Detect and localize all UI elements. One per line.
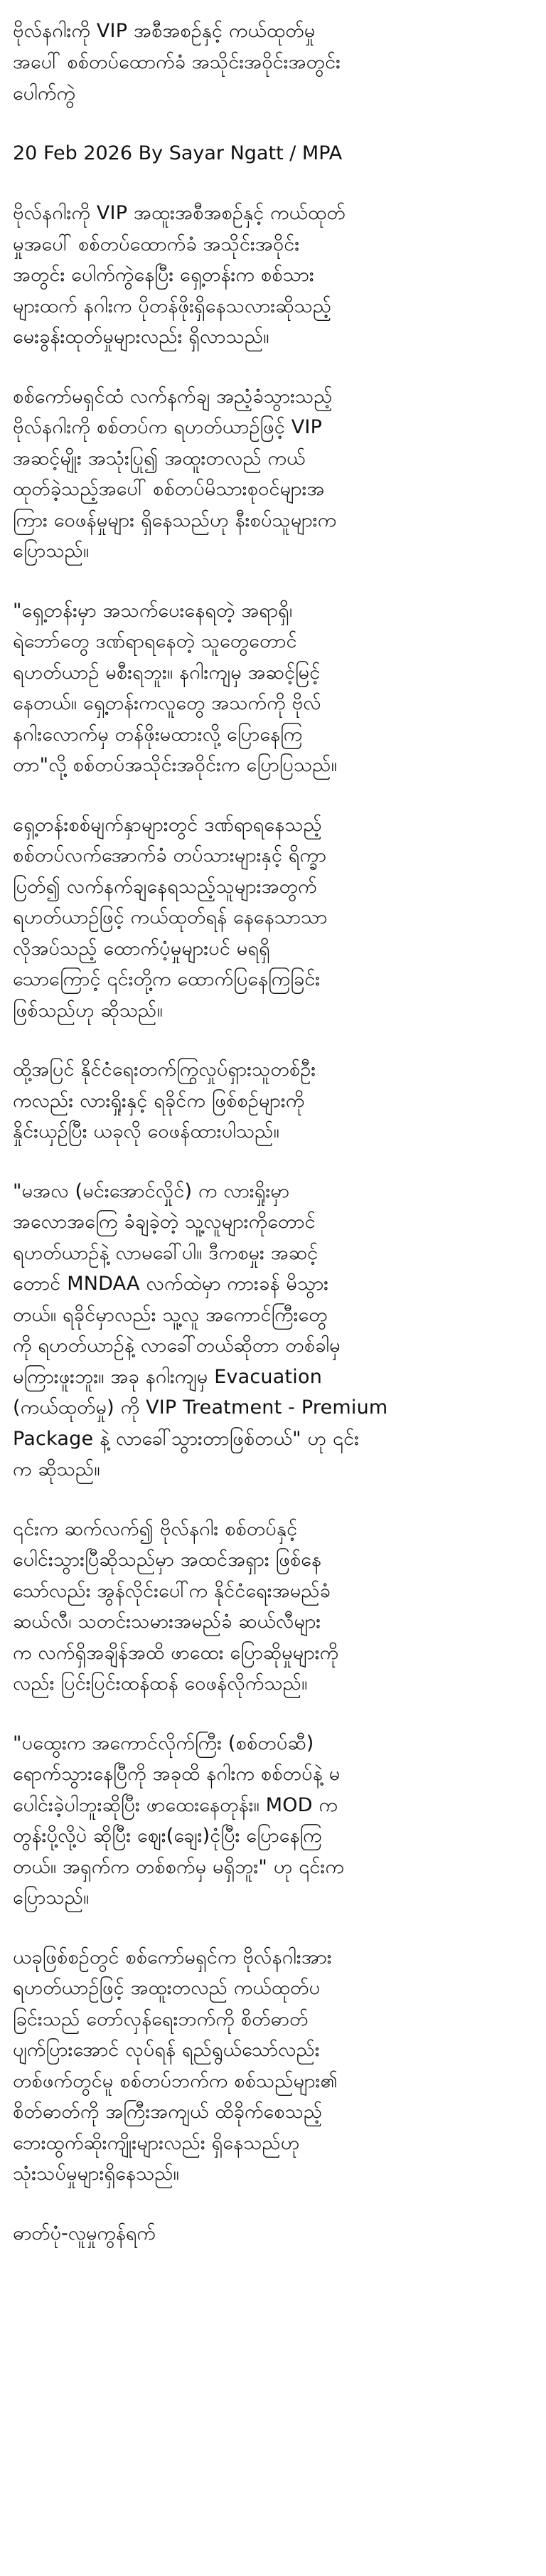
paragraph-1 (13, 198, 533, 353)
paragraph-line: များထက် နဂါးက ပိုတန်ဖိုးရှိနေသလားဆိုသည့် (13, 295, 332, 317)
paragraph-line: ပျက်ပြားအောင် လုပ်ရန် ရည်ရွယ်သော်လည်း (13, 2039, 320, 2061)
article-byline: 20 Feb 2026 By Sayar Ngatt / MPA (13, 142, 343, 164)
paragraph-2 (13, 381, 533, 567)
paragraph-line: လည်း ပြင်းပြင်းထန်ထန် ဝေဖန်လိုက်သည်။ (13, 1673, 308, 1695)
paragraph-line: "မအလ (မင်းအောင်လှိုင်) က လားရှိုးမှာ (13, 1180, 290, 1202)
paragraph-line: ရဟတ်ယာဉ် မစီးရဘူး။ နဂါးကျမှ အဆင့်မြင့် (13, 661, 321, 684)
paragraph-line: နှိုင်းယှဉ်ပြီး ယခုလို ဝေဖန်ထားပါသည်။ (13, 1120, 279, 1143)
paragraph-line: ကို ရဟတ်ယာဉ်နဲ့ လာခေါ်တယ်ဆိုတာ တစ်ခါမှ (13, 1335, 341, 1357)
article-title (13, 16, 533, 110)
paragraph-line: ပြတ်၍ လက်နက်ချနေရသည့်သူများအတွက် (13, 875, 317, 898)
paragraph-line: ပြောသည်။ (13, 540, 90, 562)
paragraph-line: ရဟတ်ယာဉ်ဖြင့် ကယ်ထုတ်ရန် နေနေသာသာ (13, 906, 328, 928)
paragraph-line: နေတယ်။ ရှေ့တန်းကလူတွေ အသက်ကို ဗိုလ် (13, 692, 321, 714)
paragraph-line: တောင် MNDAA လက်ထဲမှာ ကားခန် မိသွား (13, 1273, 329, 1295)
paragraph-line: သောကြောင့် ၎င်းတို့က ထောက်ပြနေကြခြင်း (13, 968, 321, 990)
paragraph-line: က ဆိုသည်။ (13, 1458, 100, 1480)
paragraph-line: ရှေ့တန်းစစ်မျက်နှာများတွင် ဒဏ်ရာရနေသည့် (13, 813, 322, 836)
paragraph-line: ၎င်းက ဆက်လက်၍ ဗိုလ်နဂါး စစ်တပ်နှင့် (13, 1517, 298, 1540)
title-line: ဗိုလ်နဂါးကို VIP အစီအစဉ်နှင့် ကယ်ထုတ်မှု (13, 20, 316, 42)
paragraph-line: ဗိုလ်နဂါးကို VIP အထူးအစီအစဉ်နှင့် ကယ်ထုတ် (13, 202, 346, 224)
paragraph-line: နဂါးလောက်မှ တန်ဖိုးမထားလို့ ပြောနေကြ (13, 723, 303, 746)
paragraph-line: ပေါင်းခဲ့ပါဘူးဆိုပြီး ဖာထေးနေတုန်း။ MOD က (13, 1793, 338, 1816)
paragraph-line: တာ"လို့ စစ်တပ်အသိုင်းအဝိုင်းက ပြောပြသည်။ (13, 754, 338, 776)
paragraph-line: ရဟတ်ယာဉ်ဖြင့် အထူးတလည် ကယ်ထုတ်ပ (13, 1977, 321, 1999)
paragraph-line: ဗိုလ်နဂါးကို စစ်တပ်က ရဟတ်ယာဉ်ဖြင့် VIP (13, 416, 323, 438)
paragraph-line: သော်လည်း အွန်လိုင်းပေါ်က နိုင်ငံရေးအမည်ခံ (13, 1579, 331, 1602)
paragraph-line: အလောအကြေ ခံချခဲ့တဲ့ သူ့လူများကိုတောင် (13, 1211, 316, 1233)
paragraph-line: အဆင့်မျိုး အသုံးပြု၍ အထူးတလည် ကယ် (13, 447, 306, 470)
paragraph-8 (13, 1728, 533, 1914)
paragraph-line: ဘေးထွက်ဆိုးကျိုးများလည်း ရှိနေသည်ဟု (13, 2131, 300, 2154)
title-line: အပေါ် စစ်တပ်ထောက်ခံ အသိုင်းအဝိုင်းအတွင်း (13, 51, 341, 73)
paragraph-line: တစ်ဖက်တွင်မူ စစ်တပ်ဘက်က စစ်သည်များ၏ (13, 2069, 338, 2092)
paragraph-line: စစ်တပ်လက်အောက်ခံ တပ်သားများနှင့် ရိက္ခာ (13, 844, 327, 866)
paragraph-line: အတွင်း ပေါက်ကွဲနေပြီး ရှေ့တန်းက စစ်သား (13, 264, 314, 286)
paragraph-line: တယ်။ ရခိုင်မှာလည်း သူ့လူ အကောင်ကြီးတွေ (13, 1303, 328, 1326)
paragraph-line: Package နဲ့ လာခေါ်သွားတာဖြစ်တယ်" ဟု ၎င်း (13, 1427, 360, 1450)
paragraph-line: ရောက်သွားနေပြီကို အခုထိ နဂါးက စစ်တပ်နဲ့ မ (13, 1763, 341, 1785)
paragraph-line: ယခုဖြစ်စဉ်တွင် စစ်ကော်မရှင်က ဗိုလ်နဂါးအား (13, 1946, 332, 1968)
paragraph-7 (13, 1514, 533, 1700)
paragraph-line: က လက်ရှိအချိန်အထိ ဖာထေး ပြောဆိုမှုများကို (13, 1641, 339, 1664)
paragraph-line: "ရှေ့တန်းမှာ အသက်ပေးနေရတဲ့ အရာရှိ၊ (13, 599, 293, 622)
paragraph-6 (13, 1176, 533, 1485)
paragraph-line: ကြား ဝေဖန်မှုများ ရှိနေသည်ဟု နီးစပ်သူများက (13, 509, 337, 531)
paragraph-line: ထို့အပြင် နိုင်ငံရေးတက်ကြွလှုပ်ရှားသူတစ်ဦး (13, 1059, 316, 1081)
paragraph-line: မှုအပေါ် စစ်တပ်ထောက်ခံ အသိုင်းအဝိုင်း (13, 233, 300, 255)
photo-credit: ဓာတ်ပုံ-လူမှုကွန်ရက် (13, 2222, 156, 2244)
paragraph-line: ပြောသည်။ (13, 1887, 90, 1909)
paragraph-line: ပေါင်းသွားပြီဆိုသည်မှာ အထင်အရှား ဖြစ်နေ (13, 1549, 322, 1571)
paragraph-line: ကလည်း လားရှိုးနှင့် ရခိုင်က ဖြစ်စဉ်များကို (13, 1089, 305, 1112)
paragraph-line: ရဟတ်ယာဉ်နဲ့ လာမခေါ်ပါ။ ဒီကစမှုး အဆင့် (13, 1241, 318, 1264)
paragraph-line: ခြင်းသည် တော်လှန်ရေးဘက်ကို စိတ်ဓာတ် (13, 2008, 309, 2030)
paragraph-line: တယ်။ အရှက်က တစ်စက်မှ မရှိဘူး" ဟု ၎င်းက (13, 1855, 345, 1878)
paragraph-line: စစ်ကော်မရှင်ထံ လက်နက်ချ အညံ့ခံသွားသည့် (13, 385, 333, 408)
paragraph-line: ဆယ်လီ၊ သတင်းသမားအမည်ခံ ဆယ်လီများ (13, 1611, 321, 1633)
paragraph-line: တွန်းပို့လို့ပဲ ဆိုပြီး ဈေး(ချေး)ငုံပြီး ပြောနေကြ (13, 1825, 322, 1847)
paragraph-4 (13, 810, 533, 1027)
paragraph-line: သုံးသပ်မှုများရှိနေသည်။ (13, 2163, 180, 2185)
paragraph-line: စိတ်ဓာတ်ကို အကြီးအကျယ် ထိခိုက်စေသည့် (13, 2101, 323, 2123)
paragraph-line: ထုတ်ခဲ့သည့်အပေါ် စစ်တပ်မိသားစုဝင်များအ (13, 478, 325, 500)
paragraph-line: "ပထွေးက အကောင်လိုက်ကြီး (စစ်တပ်ဆီ) (13, 1732, 314, 1754)
paragraph-line: ဖြစ်သည်ဟု ဆိုသည်။ (13, 999, 163, 1022)
paragraph-5 (13, 1054, 533, 1147)
paragraph-9 (13, 1942, 533, 2190)
paragraph-line: (ကယ်ထုတ်မှု) ကို VIP Treatment - Premium (13, 1396, 388, 1419)
paragraph-line: လိုအပ်သည့် ထောက်ပံ့မှုများပင် မရရှိ (13, 937, 270, 960)
paragraph-line: မေးခွန်းထုတ်မှုများလည်း ရှိလာသည်။ (13, 326, 269, 348)
paragraph-line: ရဲဘော်တွေ ဒဏ်ရာရနေတဲ့ သူတွေတောင် (13, 630, 297, 652)
paragraph-line: မကြားဖူးဘူး။ အခု နဂါးကျမှ Evacuation (13, 1365, 323, 1388)
paragraph-3 (13, 595, 533, 781)
title-line: ပေါက်ကွဲ (13, 83, 76, 105)
